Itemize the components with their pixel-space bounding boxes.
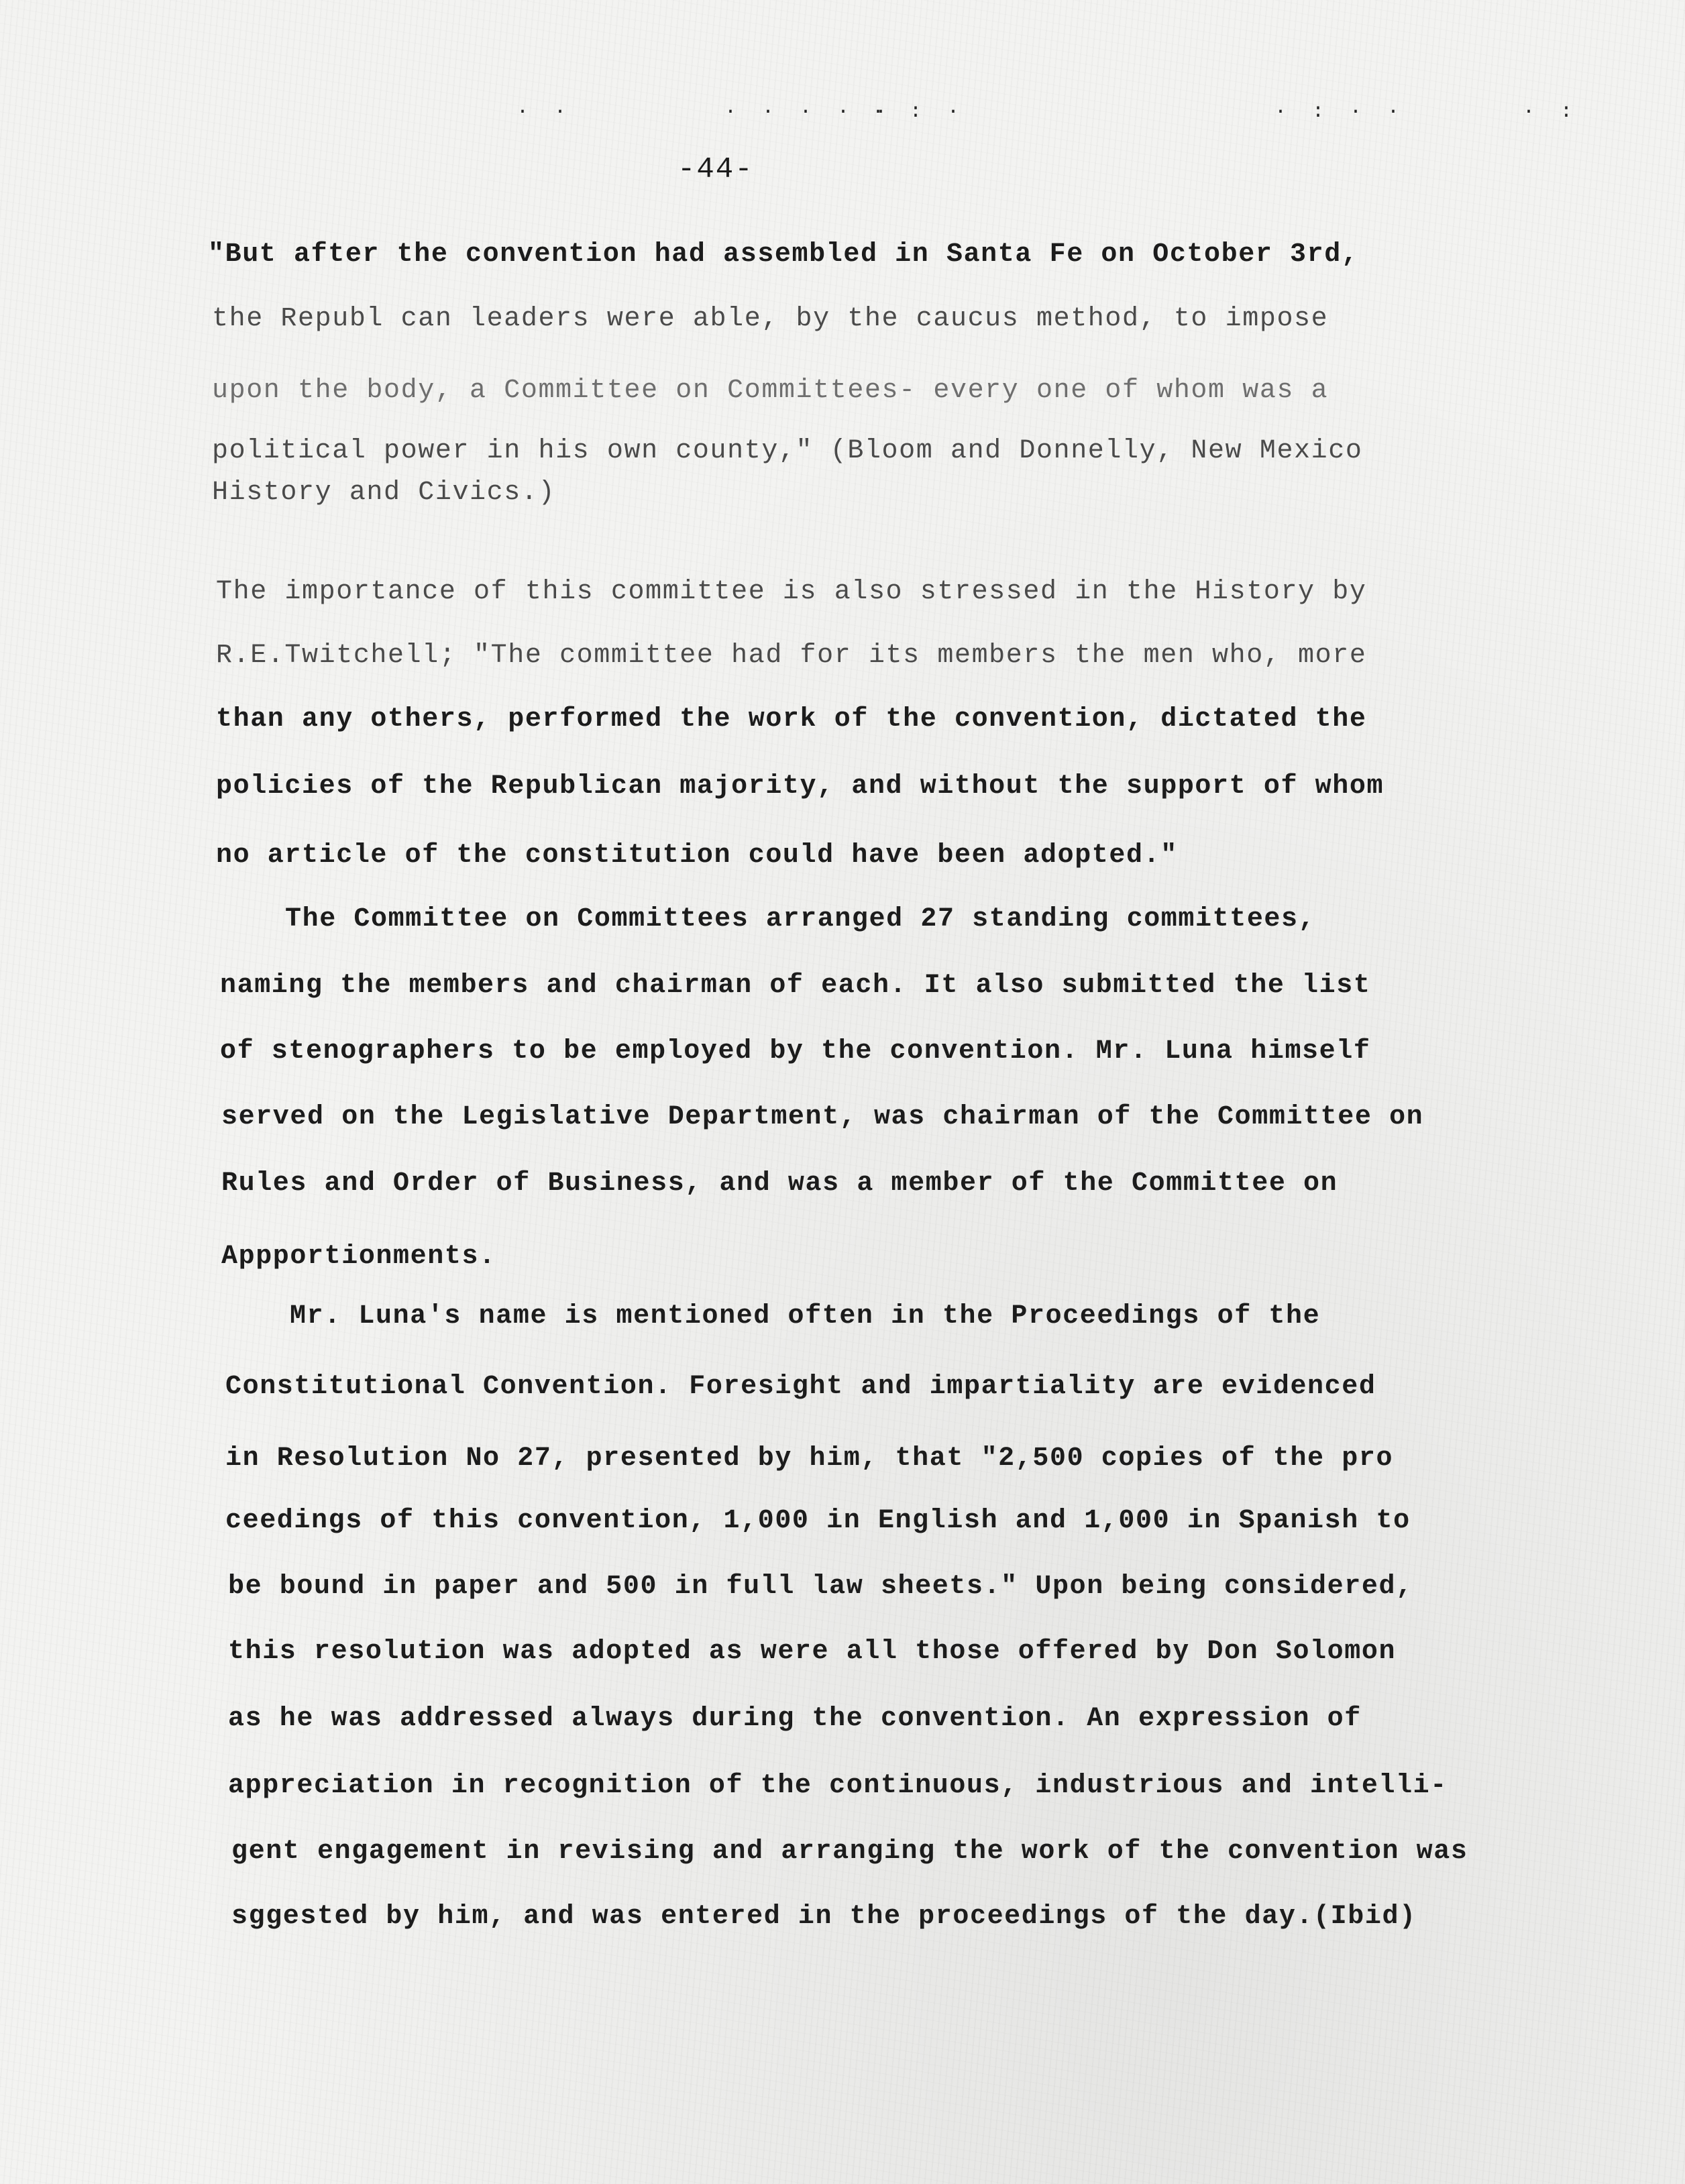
ink-specks: · :: [1523, 101, 1580, 123]
text-line: History and Civics.): [212, 478, 556, 508]
text-line: be bound in paper and 500 in full law sheets." Upon being considered,: [228, 1572, 1413, 1602]
text-line: "But after the convention had assembled in Santa Fe on October 3rd,: [208, 239, 1359, 270]
text-line: sggested by him, and was entered in the proceedings of the day.(Ibid): [231, 1902, 1417, 1932]
text-line: political power in his own county," (Bloom and Donnelly, New Mexico: [212, 436, 1363, 466]
text-line: in Resolution No 27, presented by him, that "2,500 copies of the pro: [225, 1443, 1394, 1474]
text-line: this resolution was adopted as were all those offered by Don Solomon: [228, 1637, 1397, 1667]
text-line: Constitutional Convention. Foresight and impartiality are evidenced: [225, 1372, 1376, 1402]
text-line: gent engagement in revising and arranging the work of the convention was: [231, 1837, 1468, 1867]
text-line: ceedings of this convention, 1,000 in English and 1,000 in Spanish to: [225, 1506, 1411, 1536]
text-line: no article of the constitution could have been adopted.": [216, 840, 1178, 871]
text-line: than any others, performed the work of the convention, dictated the: [216, 704, 1367, 734]
text-line: Rules and Order of Business, and was a member of the Committee on: [221, 1168, 1338, 1199]
ink-specks: · : ·: [872, 101, 967, 123]
text-line: R.E.Twitchell; "The committee had for its members the men who, more: [216, 641, 1367, 671]
text-line: naming the members and chairman of each. It also submitted the list: [220, 971, 1371, 1001]
text-line: The importance of this committee is also stressed in the History by: [216, 577, 1367, 607]
text-line: the Republ can leaders were able, by the caucus method, to impose: [212, 304, 1329, 334]
ink-specks: · : · ·: [1274, 101, 1407, 123]
text-line: policies of the Republican majority, and without the support of whom: [216, 771, 1384, 802]
ink-specks: · ·: [517, 101, 574, 123]
ink-specks: · · · · ·: [724, 101, 894, 123]
text-line: of stenographers to be employed by the convention. Mr. Luna himself: [220, 1036, 1371, 1067]
text-line: appreciation in recognition of the continuous, industrious and intelli-: [228, 1771, 1448, 1801]
text-line: The Committee on Committees arranged 27 standing committees,: [285, 904, 1316, 934]
text-line: as he was addressed always during the convention. An expression of: [228, 1704, 1362, 1734]
text-line: served on the Legislative Department, was chairman of the Committee on: [221, 1102, 1424, 1132]
page-number: -44-: [677, 153, 754, 186]
text-line: Appportionments.: [221, 1242, 496, 1272]
text-line: upon the body, a Committee on Committees- every one of whom was a: [212, 376, 1329, 406]
text-line: Mr. Luna's name is mentioned often in the Proceedings of the: [290, 1301, 1321, 1331]
